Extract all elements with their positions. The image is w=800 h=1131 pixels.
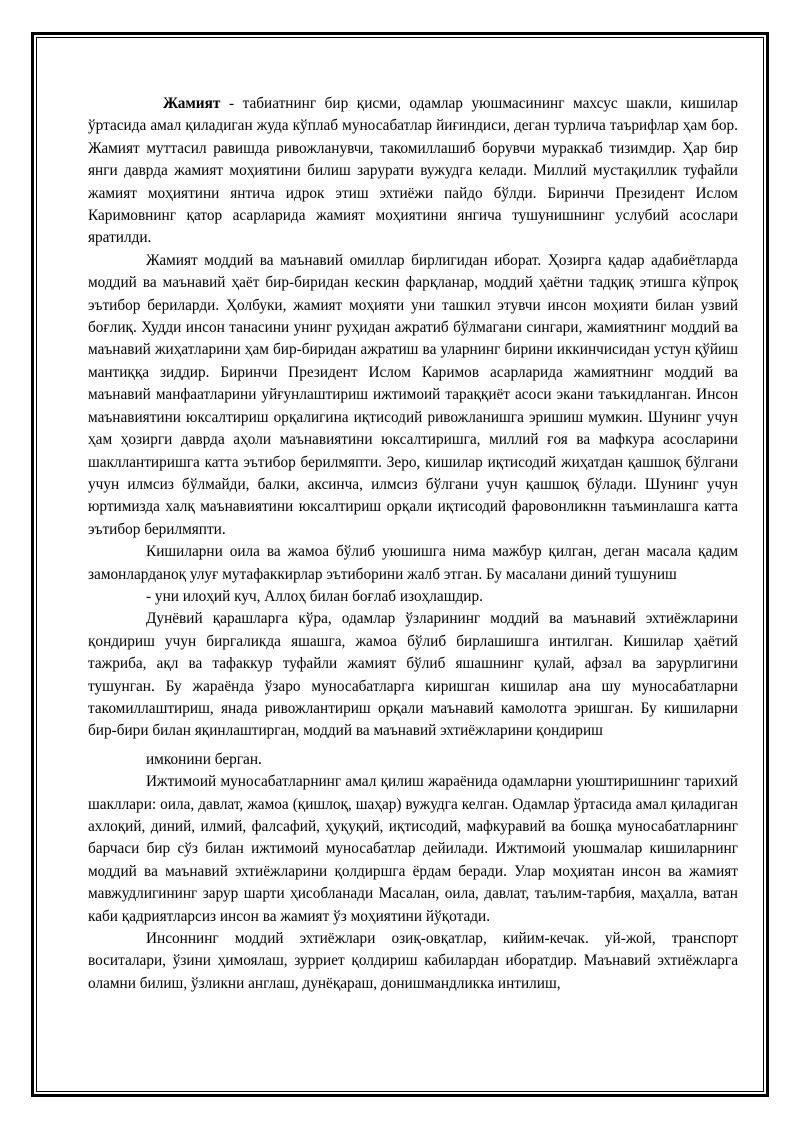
paragraph: Дунёвий қарашларга кўра, одамлар ўзларининг моддий ва маънавий эхтиёжларини қондириш учун биргаликда яшашга, жамоа бўлиб бирлашишга интилган. Кишилар ҳаётий тажриба, ақл ва тафаккур туфайли жамият бўлиб яшашнинг қулай, афзал ва зарурлигини тушунган. Бу жараёнда ўзаро муносабатларга киришган кишилар ана шу муносабатларни такомиллаштириш, янада ривожлантириш орқали маънавий камолотга эришган. Бу кишиларни бир-бири билан яқинлаштирган, моддий ва маънавий эхтиёжларини қондириш <box>88 610 738 740</box>
paragraph: Инсоннинг моддий эхтиёжлари озиқ-овқатлар, кийим-кечак. уй-жой, транспорт воситалари, ўзини ҳимоялаш, зурриет қолдириш кабилардан иборатдир. Маънавий эхтиёжларга оламни билиш, ўзликни англаш, дунёқараш, донишмандликка интилиш, <box>88 930 738 992</box>
paragraph: - уни илоҳий куч, Аллоҳ билан боғлаб изоҳлашдир. <box>146 587 483 605</box>
document-body <box>88 93 738 995</box>
term-heading: Жамият <box>163 95 221 112</box>
paragraph-definition <box>88 93 738 250</box>
paragraph: Жамият моддий ва маънавий омиллар бирлигидан иборат. Ҳозирга қадар адабиётларда моддий ва маънавий ҳаёт бир-биридан кескин фарқланар, моддий ҳаётни тадқиқ этишга кўпроқ эътибор бериларди. Ҳолбуки, жамият моҳияти уни ташкил этувчи инсон моҳияти билан узвий боғлиқ. Худди инсон танасини унинг руҳидан ажратиб бўлмагани сингари, жамиятнинг моддий ва маънавий жиҳатларини ҳам бир-биридан ажратиш ва уларнинг бирини иккинчисидан устун қўйиш мантиққа зиддир. Биринчи Президент Ислом Каримов асарларида жамиятнинг моддий ва маънавий манфаатларини уйғунлаштириш ижтимоий тараққиёт асоси экани таъкидланган. Инсон маънавиятини юксалтириш орқалигина иқтисодий ривожланишга эришиш мумкин. Шунинг учун ҳам ҳозирги даврда аҳоли маънавиятини юксалтиришга, миллий ғоя ва мафкура асосларини шакллантиришга катта эътибор берилмяпти. Зеро, кишилар иқтисодий жиҳатдан қашшоқ бўлгани учун илмсиз бўлмайди, балки, аксинча, илмсиз бўлгани учун қашшоқ бўлади. Шунинг учун юртимизда халқ маънавиятини юксалтириш орқали иқтисодий фаровонликнн таъминлашга катта эътибор берилмяпти. <box>88 251 738 538</box>
paragraph: Ижтимоий муносабатларнинг амал қилиш жараёнида одамларни уюштиришнинг тарихий шакллари: оила, давлат, жамоа (қишлоқ, шаҳар) вужудга келган. Одамлар ўртасида амал қиладиган ахлоқий, диний, илмий, фалсафий, ҳуқуқий, иқтисодий, мафкуравий ва бошқа муносабатларнинг барчаси бир сўз билан ижтимоий муносабатлар дейилади. Ижтимоий уюшмалар кишиларнинг моддий ва маънавий эхтиёжларини қолдиршга ёрдам беради. Улар моҳиятан инсон ва жамият мавжудлигининг зарур шарти ҳисобланади Масалан, оила, давлат, таълим-тарбия, маҳалла, ватан каби қадриятларсиз инсон ва жамият ўз моҳиятини йўқотади. <box>88 773 738 925</box>
paragraph-text: - табиатнинг бир қисми, одамлар уюшмасининг махсус шакли, кишилар ўртасида амал қиладиган жуда кўплаб муносабатлар йиғиндиси, деган турлича таърифлар ҳам бор. Жамият муттасил равишда ривожланувчи, такомиллашиб борувчи мураккаб тизимдир. Ҳар бир янги даврда жамият моҳиятини билиш зарурати вужудга келади. Миллий мустақиллик туфайли жамият моҳиятини янтича идрок этиш эхтиёжи пайдо бўлди. Биринчи Президент Ислом Каримовнинг қатор асарларида жамият моҳиятини янгича тушунишнинг услубий асослари яратилди. <box>88 95 738 247</box>
paragraph: Кишиларни оила ва жамоа бўлиб уюшишга нима мажбур қилган, деган масала қадим замонларданоқ улуғ мутафаккирлар эътиборини жалб этган. Бу масалани диний тушуниш <box>88 543 738 583</box>
paragraph: имконини берган. <box>146 750 262 768</box>
